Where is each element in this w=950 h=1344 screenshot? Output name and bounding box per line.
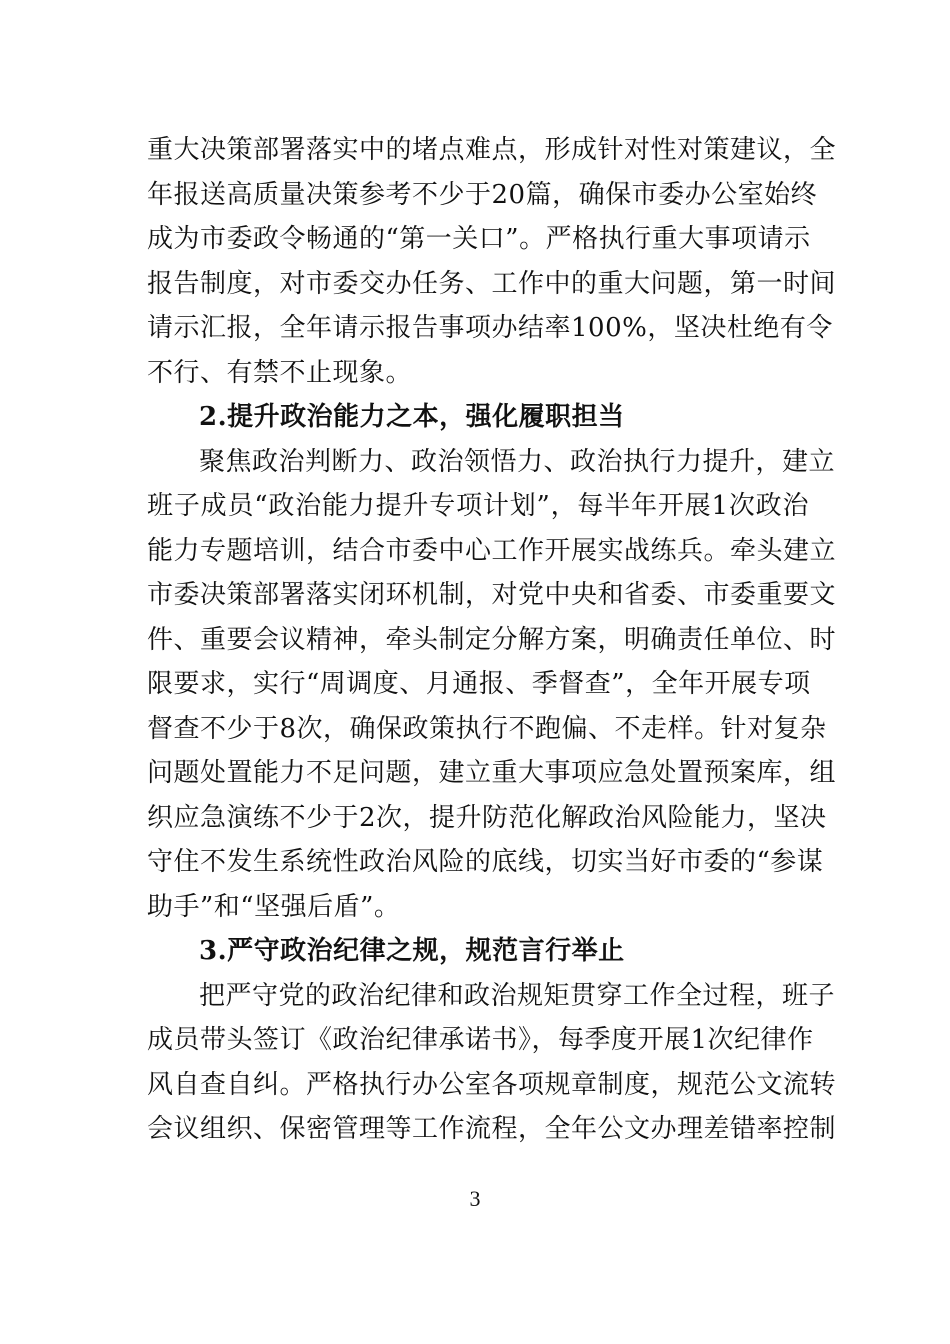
paragraph-line: 风自查自纠。严格执行办公室各项规章制度，规范公文流转 (147, 1069, 837, 1100)
paragraph-line: 会议组织、保密管理等工作流程，全年公文办理差错率控制 (147, 1114, 837, 1144)
paragraph-line: 请示汇报，全年请示报告事项办结率100%，坚决杜绝有令 (147, 313, 833, 343)
paragraph-line: 聚焦政治判断力、政治领悟力、政治执行力提升，建立 (199, 446, 836, 477)
paragraph-line: 守住不发生系统性政治风险的底线，切实当好市委的“参谋 (147, 847, 824, 877)
paragraph-line: 报告制度，对市委交办任务、工作中的重大问题，第一时间 (147, 268, 837, 299)
paragraph-line: 问题处置能力不足问题，建立重大事项应急处置预案库，组 (147, 758, 837, 788)
paragraph-line: 助手”和“坚强后盾”。 (147, 891, 401, 922)
paragraph-line: 成为市委政令畅通的“第一关口”。严格执行重大事项请示 (147, 224, 811, 254)
paragraph-line: 督查不少于8次，确保政策执行不跑偏、不走样。针对复杂 (147, 713, 827, 744)
paragraph-line: 件、重要会议精神，牵头制定分解方案，明确责任单位、时 (147, 624, 837, 655)
paragraph-line: 班子成员“政治能力提升专项计划”，每半年开展1次政治 (147, 491, 809, 521)
paragraph-line: 能力专题培训，结合市委中心工作开展实战练兵。牵头建立 (147, 535, 837, 566)
section-heading: 2.提升政治能力之本，强化履职担当 (199, 402, 625, 432)
paragraph-line: 不行、有禁不止现象。 (147, 357, 413, 388)
paragraph-line: 限要求，实行“周调度、月通报、季督查”，全年开展专项 (147, 669, 811, 699)
paragraph-line: 年报送高质量决策参考不少于20篇，确保市委办公室始终 (147, 179, 818, 210)
body-text (147, 128, 837, 1152)
section-heading: 3.严守政治纪律之规，规范言行举止 (199, 936, 625, 966)
paragraph-line: 把严守党的政治纪律和政治规矩贯穿工作全过程，班子 (199, 980, 836, 1011)
page-number: 3 (469, 1186, 481, 1211)
paragraph-line: 重大决策部署落实中的堵点难点，形成针对性对策建议，全 (147, 135, 837, 165)
paragraph-line: 织应急演练不少于2次，提升防范化解政治风险能力，坚决 (147, 802, 827, 833)
paragraph-line: 市委决策部署落实闭环机制，对党中央和省委、市委重要文 (147, 580, 837, 610)
paragraph-line: 成员带头签订《政治纪律承诺书》，每季度开展1次纪律作 (147, 1025, 814, 1055)
